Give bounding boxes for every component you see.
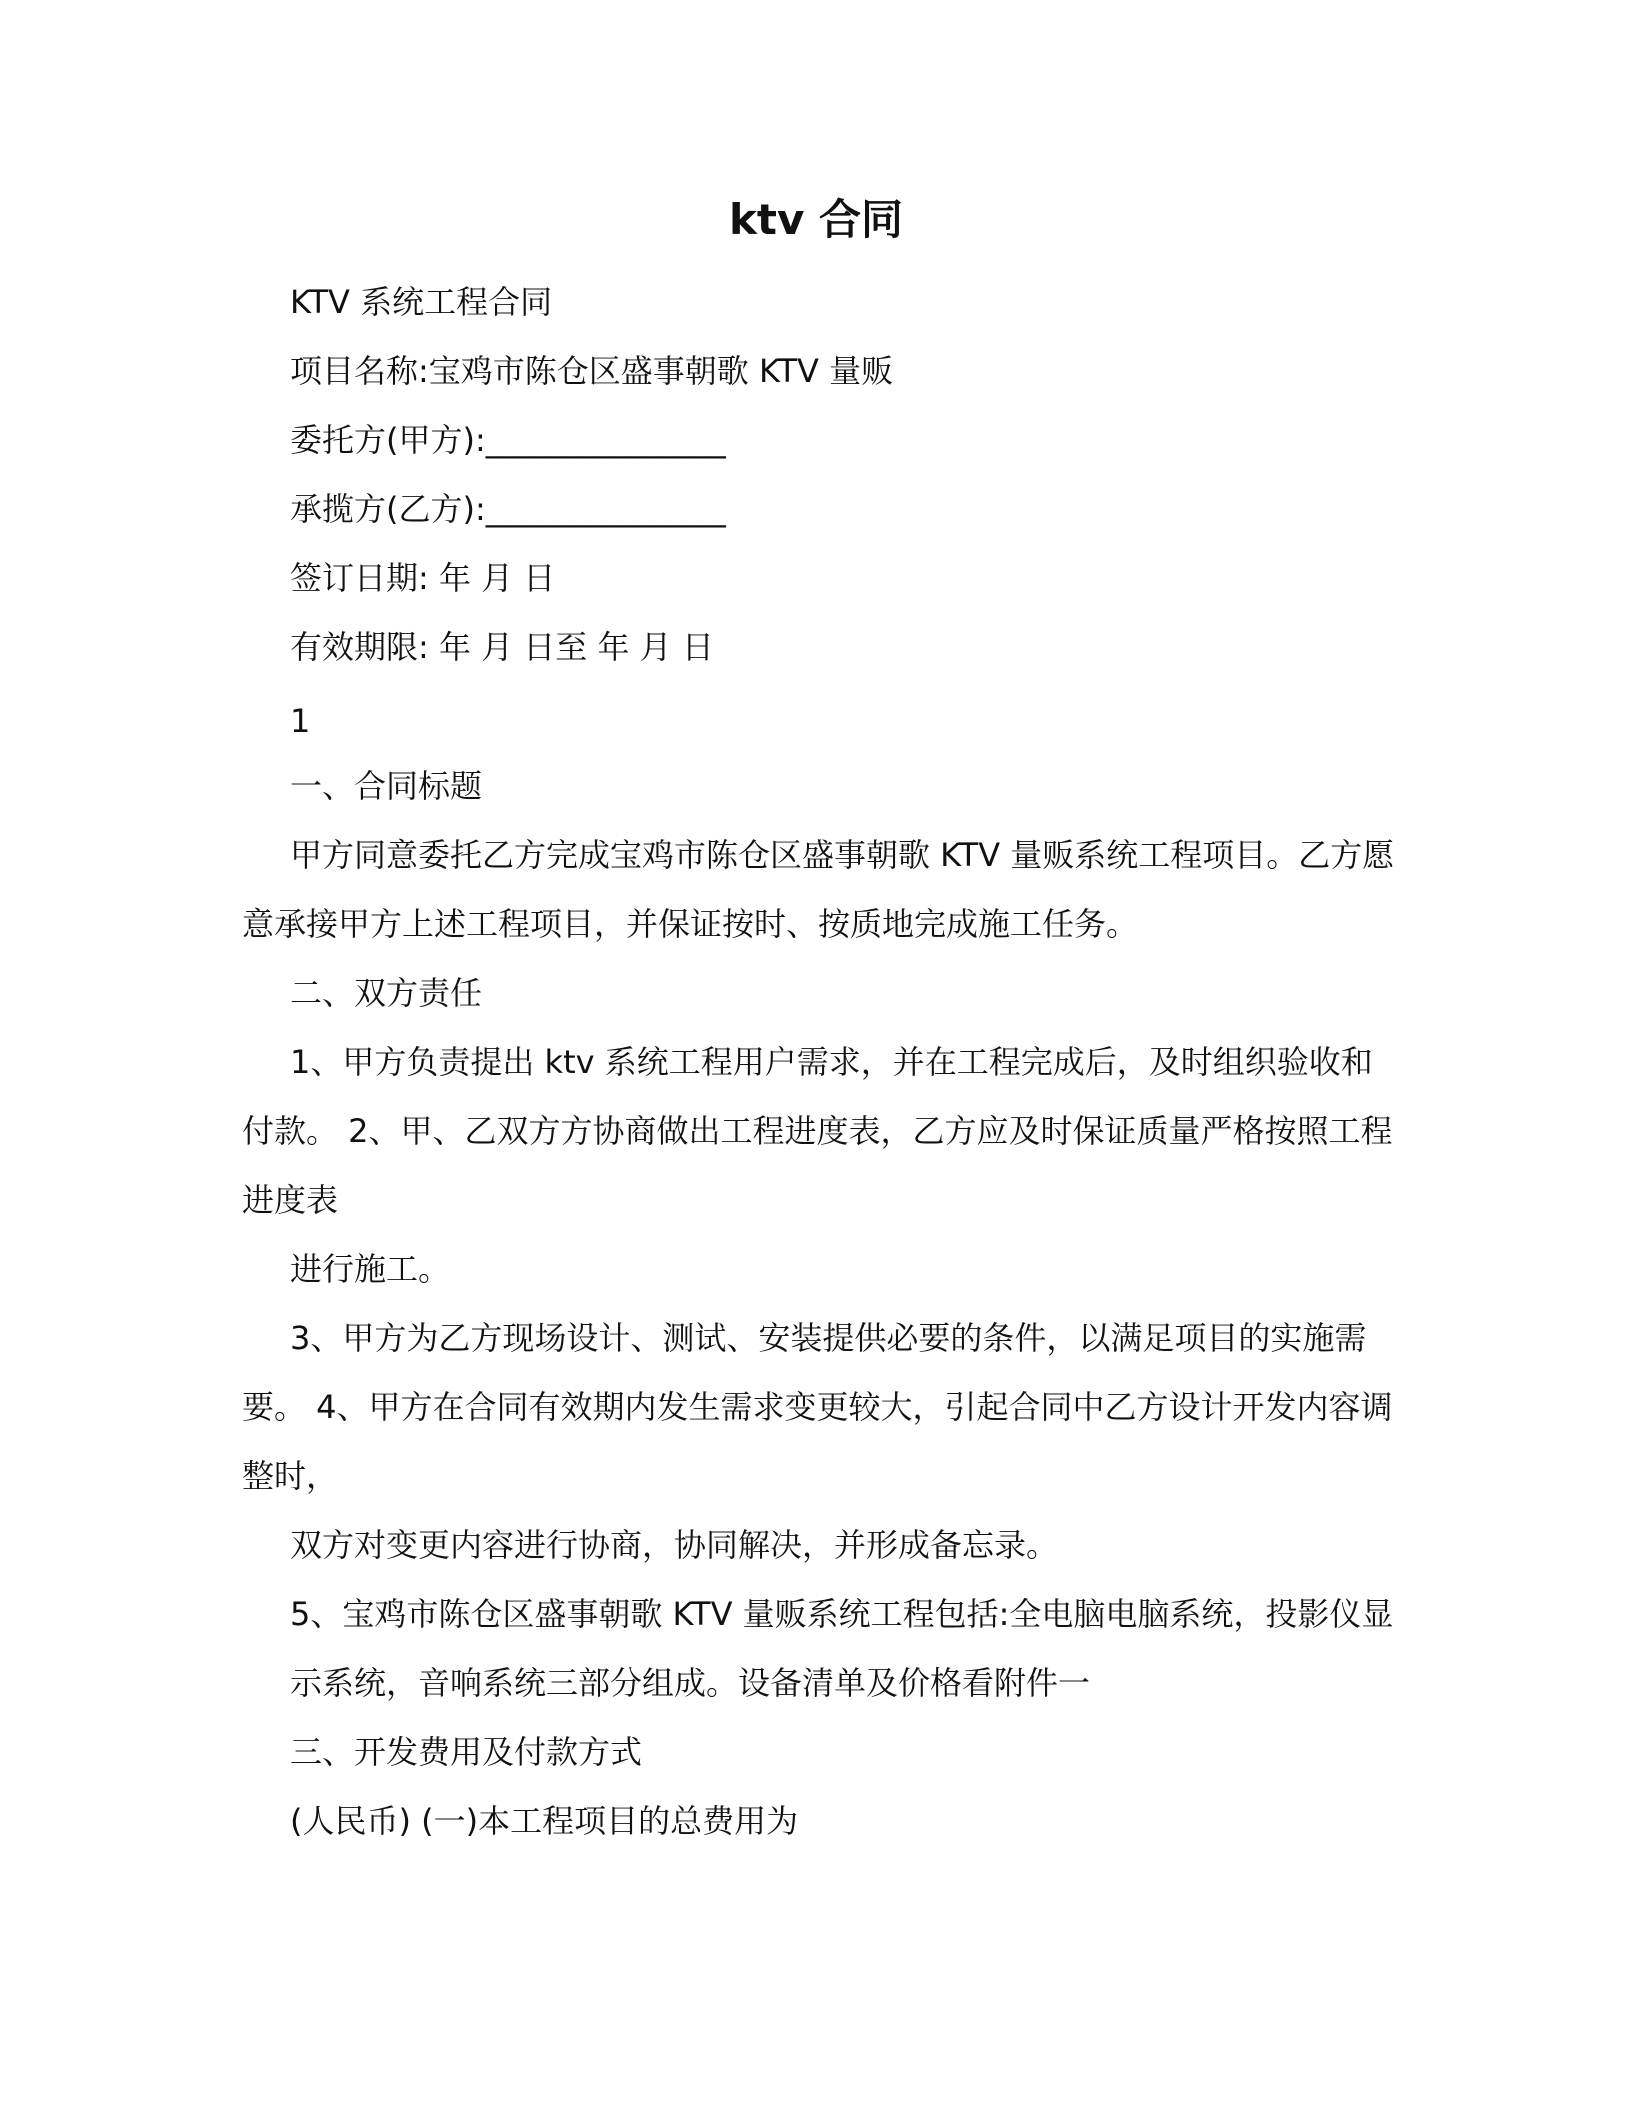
paragraph-line: 5、宝鸡市陈仓区盛事朝歌 KTV 量贩系统工程包括:全电脑电脑系统，投影仪显 bbox=[290, 1595, 1394, 1633]
paragraph-line: 双方对变更内容进行协商，协同解决，并形成备忘录。 bbox=[290, 1526, 1059, 1564]
contract-subtitle: KTV 系统工程合同 bbox=[290, 283, 553, 321]
paragraph-line: 整时， bbox=[242, 1457, 339, 1495]
paragraph-line: 要。 4、甲方在合同有效期内发生需求变更较大，引起合同中乙方设计开发内容调 bbox=[242, 1388, 1393, 1426]
signing-date-line: 签订日期: 年 月 日 bbox=[290, 559, 556, 597]
section-heading-2: 二、双方责任 bbox=[290, 974, 483, 1012]
paragraph-line: 进度表 bbox=[242, 1181, 339, 1219]
paragraph-line: 3、甲方为乙方现场设计、测试、安装提供必要的条件，以满足项目的实施需 bbox=[290, 1319, 1367, 1357]
project-name-line: 项目名称:宝鸡市陈仓区盛事朝歌 KTV 量贩 bbox=[290, 352, 894, 390]
section-heading-3: 三、开发费用及付款方式 bbox=[290, 1733, 643, 1771]
paragraph-line: 付款。 2、甲、乙双方方协商做出工程进度表，乙方应及时保证质量严格按照工程 bbox=[242, 1112, 1393, 1150]
paragraph-line: 甲方同意委托乙方完成宝鸡市陈仓区盛事朝歌 KTV 量贩系统工程项目。乙方愿 bbox=[290, 836, 1395, 874]
section-heading-1: 一、合同标题 bbox=[290, 767, 483, 805]
client-party-line: 委托方(甲方):_______________ bbox=[290, 421, 726, 459]
paragraph-line: (人民币) (一)本工程项目的总费用为 bbox=[290, 1802, 799, 1840]
validity-period-line: 有效期限: 年 月 日至 年 月 日 bbox=[290, 628, 714, 666]
paragraph-line: 意承接甲方上述工程项目，并保证按时、按质地完成施工任务。 bbox=[242, 905, 1139, 943]
paragraph-line: 1、甲方负责提出 ktv 系统工程用户需求，并在工程完成后，及时组织验收和 bbox=[290, 1043, 1373, 1081]
document-title: ktv 合同 bbox=[728, 195, 903, 244]
page-number: 1 bbox=[290, 702, 311, 740]
paragraph-line: 示系统，音响系统三部分组成。设备清单及价格看附件一 bbox=[290, 1664, 1091, 1702]
contractor-party-line: 承揽方(乙方):_______________ bbox=[290, 490, 726, 528]
paragraph-line: 进行施工。 bbox=[290, 1250, 451, 1288]
